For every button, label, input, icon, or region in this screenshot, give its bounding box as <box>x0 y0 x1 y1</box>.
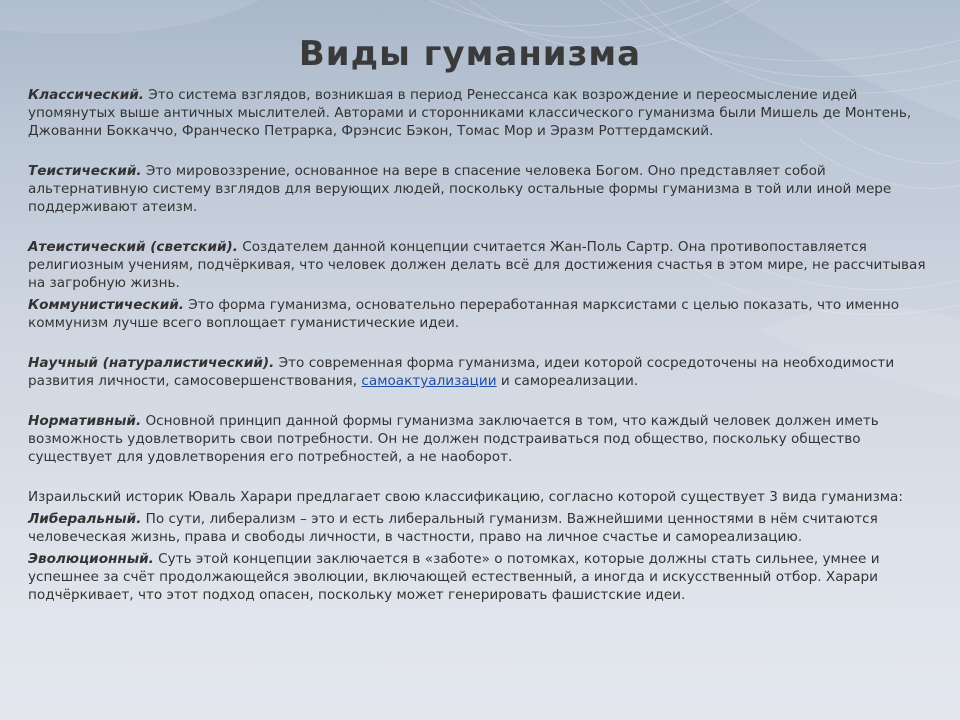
list-item-theistic <box>28 162 943 216</box>
term-classical: Классический. <box>28 87 144 103</box>
term-liberal: Либеральный. <box>28 511 142 527</box>
list-item-communist <box>28 296 943 332</box>
text-communist: Это форма гуманизма, основательно переработанная марксистами с целью показать, что именно коммунизм лучше всего воплощает гуманистические идеи. <box>28 297 900 331</box>
term-atheistic: Атеистический (светский). <box>28 239 238 255</box>
text-scientific-after: и самореализации. <box>496 373 639 389</box>
slide-body <box>28 86 943 604</box>
term-communist: Коммунистический. <box>28 297 184 313</box>
harari-intro: Израильский историк Юваль Харари предлагает свою классификацию, согласно которой существует 3 вида гуманизма: <box>28 489 903 505</box>
term-normative: Нормативный. <box>28 413 142 429</box>
list-item-evolutionary <box>28 550 943 604</box>
term-evolutionary: Эволюционный. <box>28 551 154 567</box>
link-self-actualization[interactable]: самоактуализации <box>361 373 497 389</box>
list-item-liberal <box>28 510 943 546</box>
term-theistic: Теистический. <box>28 163 142 179</box>
list-item-normative <box>28 412 943 466</box>
list-item-classical <box>28 86 943 140</box>
text-theistic: Это мировоззрение, основанное на вере в спасение человека Богом. Оно представляет собой альтернативную систему взглядов для верующих людей, поскольку остальные формы гуманизма в той или иной мере поддерживают атеизм. <box>28 163 892 215</box>
list-item-scientific <box>28 354 943 390</box>
term-scientific: Научный (натуралистический). <box>28 355 275 371</box>
text-evolutionary: Суть этой концепции заключается в «заботе» о потомках, которые должны стать сильнее, умнее и успешнее за счёт продолжающейся эволюции, включающей естественный, а иногда и искусственный отбор. Харари подчёркивает, что этот подход опасен, поскольку может генерировать фашистские идеи. <box>28 551 880 603</box>
text-atheistic: Создателем данной концепции считается Жан-Поль Сартр. Она противопоставляется религиозным учениям, подчёркивая, что человек должен делать всё для достижения счастья в этом мире, не рассчитывая на загробную жизнь. <box>28 239 926 291</box>
page-title: Виды гуманизма <box>298 34 642 74</box>
text-normative: Основной принцип данной формы гуманизма заключается в том, что каждый человек должен иметь возможность удовлетворить свои потребности. Он не должен подстраиваться под общество, поскольку общество существует для удовлетворения его потребностей, а не наоборот. <box>28 413 879 465</box>
text-scientific-before: Это современная форма гуманизма, идеи которой сосредоточены на необходимости развития личности, самосовершенствования, <box>28 355 895 389</box>
text-classical: Это система взглядов, возникшая в период Ренессанса как возрождение и переосмысление идей упомянутых выше античных мыслителей. Авторами и сторонниками классического гуманизма были Мишель де Монтень, Джованни Боккаччо, Франческо Петрарка, Фрэнсис Бэкон, Томас Мор и Эразм Роттердамский. <box>28 87 912 139</box>
list-item-atheistic <box>28 238 943 292</box>
text-liberal: По сути, либерализм – это и есть либеральный гуманизм. Важнейшими ценностями в нём считаются человеческая жизнь, права и свободы личности, в частности, право на личное счастье и самореализацию. <box>28 511 878 545</box>
